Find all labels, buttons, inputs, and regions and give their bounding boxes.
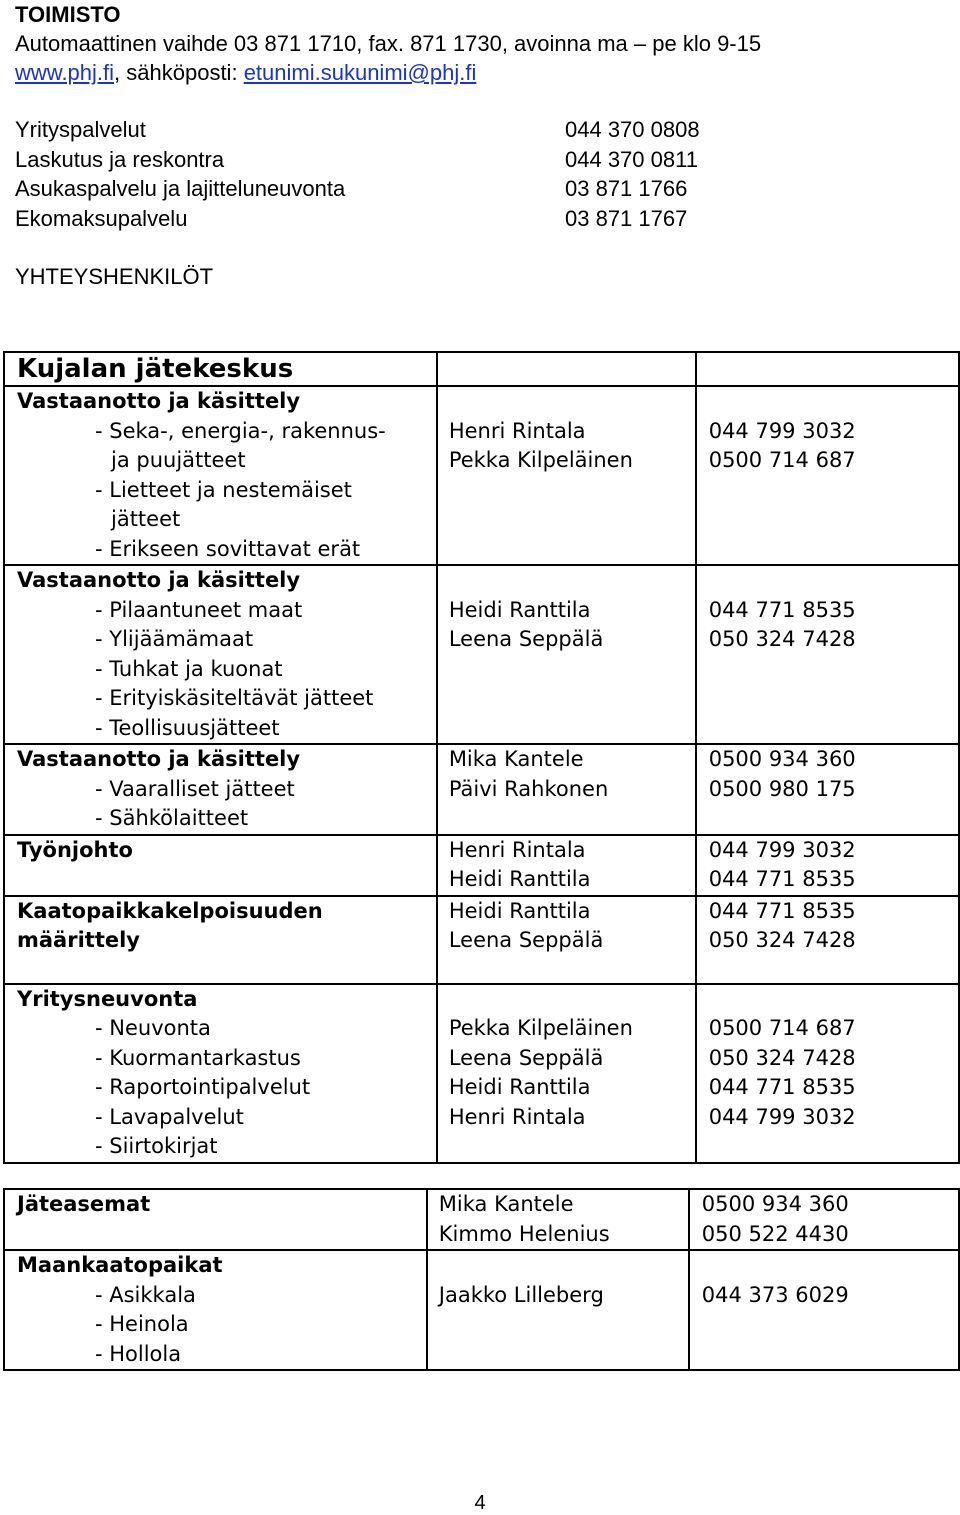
table-row bbox=[4, 744, 959, 835]
contact-phone: 0500 934 360 bbox=[708, 747, 856, 771]
block-heading: Vastaanotto ja käsittely bbox=[17, 747, 301, 771]
list-item: - Erityiskäsiteltävät jätteet bbox=[95, 686, 374, 710]
contact-name: Kimmo Helenius bbox=[438, 1221, 610, 1246]
service-label: Ekomaksupalvelu bbox=[15, 205, 188, 231]
contact-name: Mika Kantele bbox=[438, 1192, 574, 1216]
table-row bbox=[4, 386, 959, 565]
block-heading: Vastaanotto ja käsittely bbox=[17, 389, 301, 413]
block-heading: Yritysneuvonta bbox=[17, 986, 198, 1011]
contact-phone: 050 522 4430 bbox=[701, 1221, 849, 1246]
contact-phone: 050 324 7428 bbox=[708, 627, 856, 651]
contacts-table bbox=[3, 351, 960, 1164]
service-row bbox=[15, 145, 775, 175]
service-label: Asukaspalvelu ja lajitteluneuvonta bbox=[15, 176, 346, 201]
block-heading: määrittely bbox=[17, 928, 140, 952]
service-row bbox=[15, 204, 775, 234]
contact-phone: 044 373 6029 bbox=[701, 1282, 849, 1307]
list-item: - Sähkölaitteet bbox=[95, 806, 249, 830]
contact-phone: 0500 934 360 bbox=[701, 1192, 849, 1216]
contact-name: Henri Rintala bbox=[448, 418, 586, 443]
table-row bbox=[4, 835, 959, 896]
service-number: 03 871 1767 bbox=[565, 205, 688, 231]
stations-table bbox=[3, 1188, 960, 1371]
contact-phone: 0500 714 687 bbox=[708, 1016, 856, 1040]
block-heading: Kaatopaikkakelpoisuuden bbox=[17, 898, 323, 923]
service-number: 044 370 0808 bbox=[565, 117, 700, 142]
page-number: 4 bbox=[474, 1492, 486, 1514]
service-number: 044 370 0811 bbox=[565, 146, 698, 172]
contacts-heading: YHTEYSHENKILÖT bbox=[15, 264, 214, 289]
office-switchboard: Automaattinen vaihde 03 871 1710, fax. 871 1730, avoinna ma – pe klo 9-15 bbox=[15, 31, 762, 56]
block-heading: Työnjohto bbox=[17, 837, 133, 862]
list-item: - Raportointipalvelut bbox=[95, 1075, 311, 1099]
table-row bbox=[4, 1189, 959, 1250]
service-number: 03 871 1766 bbox=[565, 176, 688, 201]
table-row bbox=[4, 352, 959, 386]
kujala-title: Kujalan jätekeskus bbox=[4, 352, 437, 386]
table-row bbox=[4, 1250, 959, 1370]
contact-name: Henri Rintala bbox=[448, 837, 586, 862]
office-header bbox=[15, 0, 761, 87]
contact-name: Päivi Rahkonen bbox=[448, 776, 609, 801]
contact-name: Heidi Ranttila bbox=[448, 898, 591, 923]
contact-name: Leena Seppälä bbox=[448, 928, 604, 952]
service-row bbox=[15, 174, 775, 204]
list-item: - Siirtokirjat bbox=[95, 1134, 218, 1158]
contact-name: Leena Seppälä bbox=[448, 627, 604, 651]
service-numbers bbox=[15, 115, 775, 233]
office-contact-line bbox=[15, 58, 761, 87]
contact-name: Leena Seppälä bbox=[448, 1045, 604, 1070]
block-heading: Vastaanotto ja käsittely bbox=[17, 568, 301, 592]
list-item: - Lietteet ja nestemäiset bbox=[95, 477, 352, 502]
list-item: - Vaaralliset jätteet bbox=[95, 776, 295, 801]
contact-phone: 050 324 7428 bbox=[708, 928, 856, 952]
list-item: - Seka-, energia-, rakennus- bbox=[95, 418, 386, 443]
contact-name: Heidi Ranttila bbox=[448, 867, 591, 891]
contact-phone: 050 324 7428 bbox=[708, 1045, 856, 1070]
list-item: - Neuvonta bbox=[95, 1016, 211, 1040]
list-item: - Lavapalvelut bbox=[95, 1104, 244, 1129]
contact-name: Pekka Kilpeläinen bbox=[448, 1016, 633, 1040]
contact-name: Heidi Ranttila bbox=[448, 597, 591, 622]
service-label: Yrityspalvelut bbox=[15, 117, 146, 142]
block-heading: Maankaatopaikat bbox=[17, 1253, 223, 1277]
contact-phone: 044 799 3032 bbox=[708, 418, 856, 443]
contact-phone: 044 771 8535 bbox=[708, 898, 856, 923]
list-item: - Kuormantarkastus bbox=[95, 1045, 301, 1070]
service-label: Laskutus ja reskontra bbox=[15, 146, 225, 172]
contact-name: Heidi Ranttila bbox=[448, 1075, 591, 1099]
contact-name: Jaakko Lilleberg bbox=[438, 1282, 604, 1307]
email-link[interactable]: etunimi.sukunimi@phj.fi bbox=[243, 60, 477, 85]
contact-name: Henri Rintala bbox=[448, 1104, 586, 1129]
contact-phone: 0500 714 687 bbox=[708, 448, 856, 472]
list-item: - Tuhkat ja kuonat bbox=[95, 656, 283, 681]
table-row bbox=[4, 984, 959, 1163]
list-item: - Heinola bbox=[95, 1312, 189, 1336]
list-item: - Hollola bbox=[95, 1341, 182, 1366]
list-item: - Teollisuusjätteet bbox=[95, 715, 280, 740]
list-item: - Asikkala bbox=[95, 1282, 196, 1307]
contact-name: Pekka Kilpeläinen bbox=[448, 448, 633, 472]
list-item: - Pilaantuneet maat bbox=[95, 597, 303, 622]
contact-phone: 044 799 3032 bbox=[708, 837, 856, 862]
list-item: ja puujätteet bbox=[111, 448, 246, 472]
list-item: - Ylijäämämaat bbox=[95, 627, 254, 651]
contact-phone: 0500 980 175 bbox=[708, 776, 856, 801]
list-item: - Erikseen sovittavat erät bbox=[95, 536, 361, 561]
table-row bbox=[4, 896, 959, 984]
contact-phone: 044 799 3032 bbox=[708, 1104, 856, 1129]
website-link[interactable]: www.phj.fi bbox=[15, 60, 115, 85]
contact-phone: 044 771 8535 bbox=[708, 1075, 856, 1099]
block-heading: Jäteasemat bbox=[17, 1192, 151, 1216]
contact-phone: 044 771 8535 bbox=[708, 867, 856, 891]
service-row bbox=[15, 115, 775, 145]
office-title: TOIMISTO bbox=[15, 2, 121, 27]
list-item: jätteet bbox=[111, 507, 181, 531]
contact-name: Mika Kantele bbox=[448, 747, 584, 771]
contact-phone: 044 771 8535 bbox=[708, 597, 856, 622]
email-prefix: , sähköposti: bbox=[114, 60, 244, 85]
table-row bbox=[4, 565, 959, 744]
